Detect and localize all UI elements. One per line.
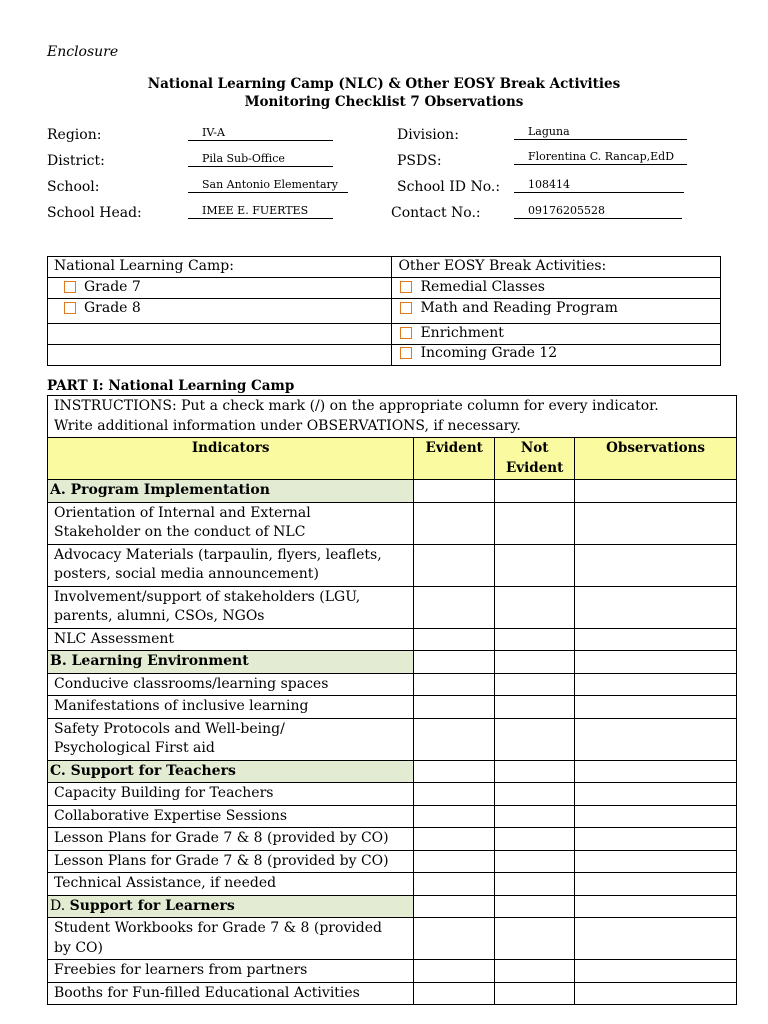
school-id-label: School ID No.: — [397, 179, 501, 195]
table-row: Conducive classrooms/learning spaces — [48, 673, 737, 696]
not-evident-cell[interactable] — [495, 586, 575, 628]
remedial-label: Remedial Classes — [420, 279, 545, 295]
table-row: Freebies for learners from partners — [48, 960, 737, 983]
section-program-implementation: A. Program Implementation — [48, 480, 414, 503]
empty-cell — [48, 345, 392, 366]
observations-cell[interactable] — [575, 828, 737, 851]
table-row: Collaborative Expertise Sessions — [48, 805, 737, 828]
not-evident-cell[interactable] — [495, 502, 575, 544]
district-label: District: — [47, 153, 105, 169]
table-row: Safety Protocols and Well-being/ Psychological First aid — [48, 718, 737, 760]
evident-cell[interactable] — [414, 544, 495, 586]
evident-cell[interactable] — [414, 895, 495, 918]
region-label: Region: — [47, 127, 102, 143]
activities-table — [47, 256, 721, 366]
not-evident-header: Not Evident — [495, 438, 575, 480]
table-row: Technical Assistance, if needed — [48, 873, 737, 896]
checkbox-icon[interactable] — [64, 302, 76, 314]
observations-cell[interactable] — [575, 895, 737, 918]
table-row: Advocacy Materials (tarpaulin, flyers, leaflets, posters, social media announcement) — [48, 544, 737, 586]
table-row: Orientation of Internal and External Stakeholder on the conduct of NLC — [48, 502, 737, 544]
observations-cell[interactable] — [575, 502, 737, 544]
enrichment-option[interactable] — [392, 324, 721, 345]
contact-label: Contact No.: — [391, 205, 481, 221]
not-evident-cell[interactable] — [495, 696, 575, 719]
empty-cell — [48, 324, 392, 345]
not-evident-cell[interactable] — [495, 673, 575, 696]
not-evident-cell[interactable] — [495, 783, 575, 806]
incoming-grade-12-label: Incoming Grade 12 — [420, 345, 558, 361]
not-evident-cell[interactable] — [495, 850, 575, 873]
table-row: Lesson Plans for Grade 7 & 8 (provided by CO) — [48, 828, 737, 851]
not-evident-cell[interactable] — [495, 960, 575, 983]
checklist-table — [47, 395, 737, 1005]
enrichment-label: Enrichment — [420, 325, 504, 341]
evident-cell[interactable] — [414, 480, 495, 503]
checkbox-icon[interactable] — [400, 302, 412, 314]
grade-8-label: Grade 8 — [84, 300, 141, 316]
school-field[interactable]: San Antonio Elementary — [188, 178, 348, 193]
table-row: Manifestations of inclusive learning — [48, 696, 737, 719]
evident-cell[interactable] — [414, 805, 495, 828]
math-reading-option[interactable] — [392, 299, 721, 324]
table-row: Booths for Fun-filled Educational Activities — [48, 982, 737, 1005]
instructions-line-2: Write additional information under OBSERVATIONS, if necessary. — [54, 417, 521, 434]
observations-cell[interactable] — [575, 760, 737, 783]
evident-cell[interactable] — [414, 982, 495, 1005]
evident-cell[interactable] — [414, 651, 495, 674]
observations-cell[interactable] — [575, 982, 737, 1005]
district-field[interactable]: Pila Sub-Office — [188, 152, 333, 167]
evident-cell[interactable] — [414, 918, 495, 960]
observations-cell[interactable] — [575, 544, 737, 586]
instructions-line-1: INSTRUCTIONS: Put a check mark (/) on the appropriate column for every indicator. — [54, 398, 659, 414]
evident-cell[interactable] — [414, 696, 495, 719]
checkbox-icon[interactable] — [400, 347, 412, 359]
instructions — [48, 396, 737, 438]
checkbox-icon[interactable] — [400, 327, 412, 339]
observations-cell[interactable] — [575, 918, 737, 960]
evident-cell[interactable] — [414, 783, 495, 806]
observations-cell[interactable] — [575, 960, 737, 983]
not-evident-cell[interactable] — [495, 628, 575, 651]
observations-cell[interactable] — [575, 805, 737, 828]
nlc-header: National Learning Camp: — [48, 257, 392, 278]
not-evident-cell[interactable] — [495, 480, 575, 503]
evident-cell[interactable] — [414, 586, 495, 628]
school-label: School: — [47, 179, 100, 195]
table-row: Lesson Plans for Grade 7 & 8 (provided by CO) — [48, 850, 737, 873]
section-support-for-learners: D. Support for Learners — [48, 895, 414, 918]
evident-cell[interactable] — [414, 828, 495, 851]
section-support-for-teachers: C. Support for Teachers — [48, 760, 414, 783]
table-row: Student Workbooks for Grade 7 & 8 (provided by CO) — [48, 918, 737, 960]
contact-field[interactable]: 09176205528 — [514, 204, 682, 219]
school-head-field[interactable]: IMEE E. FUERTES — [188, 204, 333, 219]
evident-cell[interactable] — [414, 718, 495, 760]
table-row: NLC Assessment — [48, 628, 737, 651]
not-evident-cell[interactable] — [495, 828, 575, 851]
remedial-option[interactable] — [392, 278, 721, 299]
indicators-header: Indicators — [48, 438, 414, 480]
not-evident-cell[interactable] — [495, 651, 575, 674]
grade-8-option[interactable] — [48, 299, 392, 324]
school-id-field[interactable]: 108414 — [514, 178, 684, 193]
table-row: Capacity Building for Teachers — [48, 783, 737, 806]
region-field[interactable]: IV-A — [188, 126, 333, 141]
not-evident-cell[interactable] — [495, 918, 575, 960]
grade-7-label: Grade 7 — [84, 279, 141, 295]
evident-cell[interactable] — [414, 673, 495, 696]
not-evident-cell[interactable] — [495, 718, 575, 760]
observations-cell[interactable] — [575, 696, 737, 719]
grade-7-option[interactable] — [48, 278, 392, 299]
observations-cell[interactable] — [575, 718, 737, 760]
division-field[interactable]: Laguna — [514, 125, 687, 140]
evident-cell[interactable] — [414, 502, 495, 544]
checkbox-icon[interactable] — [64, 281, 76, 293]
not-evident-cell[interactable] — [495, 895, 575, 918]
not-evident-cell[interactable] — [495, 982, 575, 1005]
psds-field[interactable]: Florentina C. Rancap,EdD — [514, 150, 687, 165]
evident-cell[interactable] — [414, 850, 495, 873]
observations-cell[interactable] — [575, 628, 737, 651]
observations-header: Observations — [575, 438, 737, 480]
evident-cell[interactable] — [414, 760, 495, 783]
evident-cell[interactable] — [414, 628, 495, 651]
division-label: Division: — [397, 127, 459, 143]
not-evident-cell[interactable] — [495, 760, 575, 783]
observations-cell[interactable] — [575, 783, 737, 806]
other-activities-header: Other EOSY Break Activities: — [392, 257, 721, 278]
not-evident-cell[interactable] — [495, 544, 575, 586]
observations-cell[interactable] — [575, 873, 737, 896]
evident-cell[interactable] — [414, 960, 495, 983]
math-reading-label: Math and Reading Program — [420, 300, 618, 316]
school-head-label: School Head: — [47, 205, 142, 221]
evident-cell[interactable] — [414, 873, 495, 896]
observations-cell[interactable] — [575, 480, 737, 503]
table-row: Involvement/support of stakeholders (LGU, parents, alumni, CSOs, NGOs — [48, 586, 737, 628]
evident-header: Evident — [414, 438, 495, 480]
enclosure-label: Enclosure — [47, 44, 119, 60]
psds-label: PSDS: — [397, 153, 442, 169]
part-1-title: PART I: National Learning Camp — [47, 378, 295, 394]
section-learning-environment: B. Learning Environment — [48, 651, 414, 674]
observations-cell[interactable] — [575, 850, 737, 873]
document-title: National Learning Camp (NLC) & Other EOSY Break Activities — [147, 76, 621, 92]
observations-cell[interactable] — [575, 586, 737, 628]
not-evident-cell[interactable] — [495, 873, 575, 896]
not-evident-cell[interactable] — [495, 805, 575, 828]
checkbox-icon[interactable] — [400, 281, 412, 293]
document-subtitle: Monitoring Checklist 7 Observations — [244, 94, 524, 110]
observations-cell[interactable] — [575, 673, 737, 696]
incoming-grade-12-option[interactable] — [392, 345, 721, 366]
observations-cell[interactable] — [575, 651, 737, 674]
